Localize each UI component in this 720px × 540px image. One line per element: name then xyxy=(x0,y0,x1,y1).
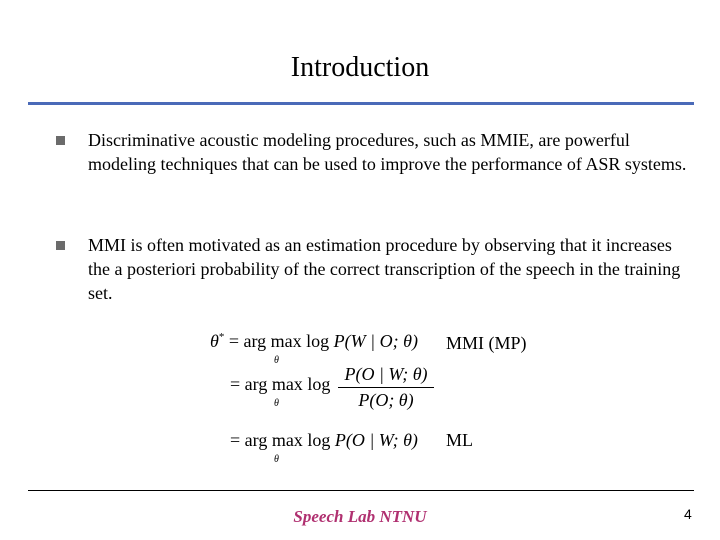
argmax-operator: arg max xyxy=(244,374,303,394)
theta-symbol: θ xyxy=(210,331,219,351)
footer-divider xyxy=(28,490,694,491)
argmax-subscript-3: θ xyxy=(274,454,279,465)
argmax-subscript-1: θ xyxy=(274,355,279,366)
equation-line-1 xyxy=(210,331,418,352)
log-operator: log xyxy=(307,430,331,450)
bullet-text-1: Discriminative acoustic modeling procedures, such as MMIE, are powerful modeling techniques that can be used to improve the performance of ASR systems. xyxy=(88,130,687,174)
equals-symbol: = xyxy=(228,331,239,351)
mmi-label: MMI (MP) xyxy=(446,333,527,353)
likelihood: P(O | W; θ) xyxy=(334,430,418,450)
equals-symbol: = xyxy=(230,430,241,450)
star-symbol: * xyxy=(218,331,225,343)
log-operator: log xyxy=(307,374,331,394)
square-bullet-icon xyxy=(56,136,65,145)
likelihood-ratio-fraction xyxy=(338,364,434,411)
argmax-operator: arg max xyxy=(243,331,302,351)
equation-line-2 xyxy=(230,374,330,395)
slide-title: Introduction xyxy=(290,52,430,83)
equals-symbol: = xyxy=(230,374,241,394)
equation-line-3 xyxy=(230,430,418,451)
square-bullet-icon xyxy=(56,241,65,250)
footer-lab-name: Speech Lab NTNU xyxy=(293,507,427,526)
title-divider xyxy=(28,102,694,105)
argmax-subscript-2: θ xyxy=(274,398,279,409)
fraction-denominator: P(O; θ) xyxy=(358,390,414,410)
posterior-probability: P(W | O; θ) xyxy=(333,331,418,351)
bullet-text-2: MMI is often motivated as an estimation procedure by observing that it increases the a posteriori probability of the correct transcription of the speech in the training set. xyxy=(88,235,681,303)
fraction-bar xyxy=(338,387,434,388)
log-operator: log xyxy=(306,331,330,351)
page-number: 4 xyxy=(684,506,692,522)
ml-label: ML xyxy=(446,430,473,450)
fraction-numerator: P(O | W; θ) xyxy=(344,364,428,384)
argmax-operator: arg max xyxy=(244,430,303,450)
